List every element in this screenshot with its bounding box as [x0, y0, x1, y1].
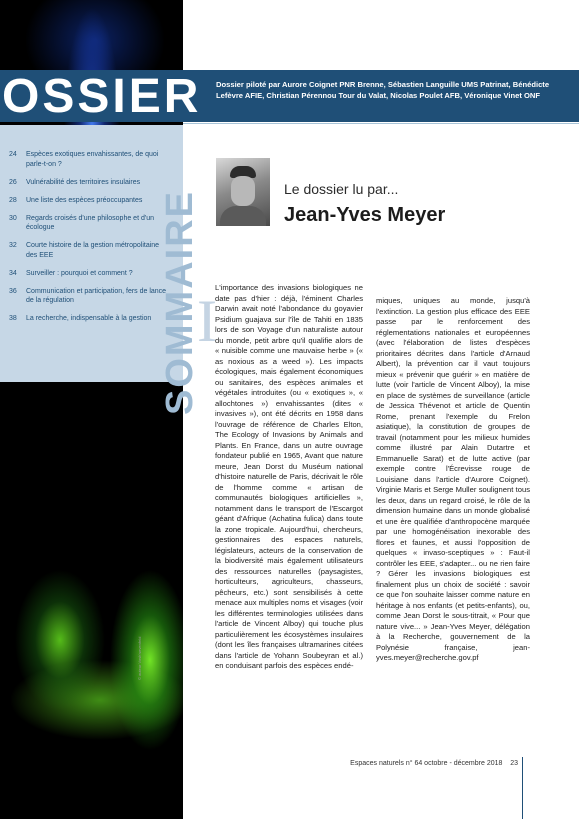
toc-item[interactable]	[0, 314, 170, 324]
toc-page-number: 28	[9, 196, 17, 204]
intro-label: Le dossier lu par...	[284, 181, 399, 197]
intro-author: Jean-Yves Meyer	[284, 204, 446, 226]
toc-page-number: 26	[9, 178, 17, 186]
photo-credit: © auteur Vosh'sevenfeld	[137, 636, 142, 680]
table-of-contents	[0, 150, 170, 332]
author-portrait	[216, 158, 270, 226]
toc-item[interactable]	[0, 287, 170, 306]
toc-item-title: Surveiller : pourquoi et comment ?	[26, 269, 133, 277]
page-footer	[340, 760, 518, 767]
toc-item-title: Communication et participation, fers de lance de la régulation	[26, 287, 167, 304]
toc-item[interactable]	[0, 241, 170, 260]
toc-item-title: Espèces exotiques envahissantes, de quoi parle-t-on ?	[26, 151, 159, 168]
toc-page-number: 34	[9, 269, 17, 277]
dossier-credits: Dossier piloté par Aurore Coignet PNR Brenne, Sébastien Languille UMS Patrinat, Bénédicte Lefèvre AFIE, Christian Pérennou Tour du Valat, Nicolas Poulet AFB, Véronique Vinet ONF	[216, 80, 550, 100]
footer-page-number: 23	[510, 760, 518, 767]
toc-page-number: 30	[9, 214, 17, 222]
toc-item[interactable]	[0, 196, 170, 206]
toc-item[interactable]	[0, 269, 170, 279]
header-divider	[183, 123, 579, 124]
toc-item-title: La recherche, indispensable à la gestion	[26, 315, 152, 322]
toc-item[interactable]	[0, 150, 170, 169]
toc-item-title: Une liste des espèces préoccupantes	[26, 196, 143, 204]
toc-page-number: 38	[9, 315, 17, 322]
footer-publication: Espaces naturels n° 64 octobre - décembre 2018	[350, 760, 503, 767]
portrait-shoulders	[220, 206, 266, 226]
portrait-face	[231, 176, 255, 206]
toc-item-title: Regards croisés d'une philosophe et d'un écologue	[26, 214, 154, 231]
toc-item[interactable]	[0, 214, 170, 233]
footer-rule	[522, 757, 523, 819]
toc-page-number: 32	[9, 242, 17, 249]
article-column-1: L'importance des invasions biologiques ne date pas d'hier : déjà, l'éminent Charles Darwin avait noté l'abondance du goyavier Psidium guajava sur l'île de Tahiti en 1835 lors de son Voyage d'un naturaliste autour du monde, petit arbre qu'il qualifie alors de « nuisible comme une mauvaise herbe » (« as noxious as a weed »). Les impacts écologiques, mais également économiques ou sanitaires, des espèces animales et végétales introduites (ou « exotiques », « allochtones ») envahissantes (dites « invasives »), ont été décrits en 1958 dans l'ouvrage de référence de Charles Elton, The Ecology of Invasions by Animals and Plants. En France, dans un autre ouvrage fondateur publié en 1965, Avant que nature meure, Jean Dorst du Muséum national d'histoire naturelle de Paris, décrivait le rôle de l'homme comme « artisan de communautés biologiques artificielles », notamment dans le transport de l'Escargot géant d'Afrique (Achatina fulica) dans toute la zone tropicale. Aujourd'hui, chercheurs, gestionnaires des espaces naturels, législateurs, acteurs de la conservation de la biodiversité mais également utilisateurs des ressources naturelles (paysagistes, horticulteurs, agriculteurs, chasseurs, pêcheurs, etc.) sont sensibilisés à cette menace aux multiples noms et visages (voir les différentes terminologies utilisées dans l'article de Vincent Alboy) qui touche plus particulièrement les écosystèmes insulaires (dont les îles françaises ultramarines citées dans l'article de Yohann Soubeyran et al.) en conduisant parfois des espèces endé-	[215, 283, 363, 670]
sommaire-label: SOMMAIRE	[159, 190, 201, 415]
toc-item-title: Courte histoire de la gestion métropolitaine des EEE	[26, 242, 160, 259]
toc-item[interactable]	[0, 178, 170, 188]
toc-item-title: Vulnérabilité des territoires insulaires	[26, 178, 141, 186]
toc-page-number: 36	[9, 287, 17, 295]
article-column-2: miques, uniques au monde, jusqu'à l'extinction. La gestion plus efficace des EEE passe par le renforcement des réglementations nationales et européennes (avec l'élaboration de listes d'espèces prioritaires décrites dans l'article d'Arnaud Albert), la prévention car il vaut toujours mieux « prévenir que guérir » en matière de lutte (voir l'article de Vincent Alboy), la mise en place de systèmes de surveillance (article de Jessica Thévenot et article de Quentin Rome, prenant l'exemple du Frelon asiatique), la constitution de groupes de travail (notamment pour les milieux humides comme illustré par Alain Dutartre et Emmanuelle Sarat) et de lutte active (par exemple contre l'Écrevisse rouge de Louisiane dans l'article d'Aurore Coignet). Virginie Maris et Serge Muller soulignent tous les deux, dans un regard croisé, le rôle de la dimension humaine dans un monde globalisé et une ère qualifiée d'anthropocène marquée par une homogénéisation inexorable des flores et faunes, et aussi l'opposition de quelques « invaso-sceptiques » : Faut-il contrôler les EEE, s'adapter... ou ne rien faire ? Gérer les invasions biologiques est finalement plus un choix de société : savoir ce que l'on souhaite laisser comme nature en héritage à nos enfants (et petits-enfants), ou, comme Jean Dorst le sous-titrait, « Pour que nature vive... » Jean-Yves Meyer, délégation à la Recherche, gouvernement de la Polynésie française, jean-yves.meyer@recherche.gov.pf	[376, 296, 530, 662]
section-title: OSSIER	[2, 70, 202, 123]
drop-cap: I	[197, 288, 217, 354]
toc-page-number: 24	[9, 151, 17, 158]
